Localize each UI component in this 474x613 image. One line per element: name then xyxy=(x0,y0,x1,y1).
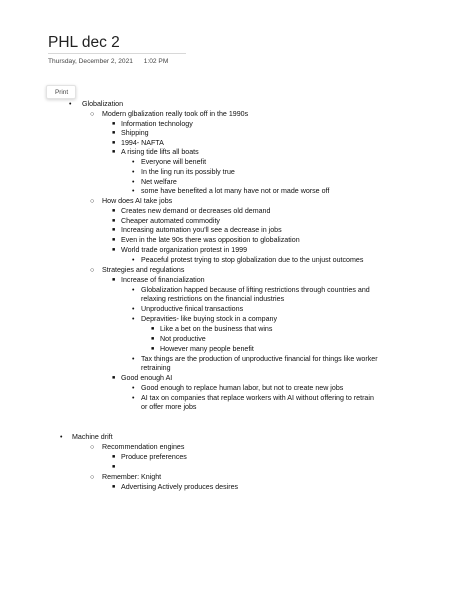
outline-item: Information technology xyxy=(121,120,193,128)
bullet-circle-icon: ○ xyxy=(90,444,95,451)
outline-item: World trade organization protest in 1999 xyxy=(121,246,248,254)
outline-item: Depravities- like buying stock in a company xyxy=(141,315,278,323)
outline-item: Advertising Actively produces desires xyxy=(121,483,239,491)
bullet-circle-icon: ○ xyxy=(90,198,95,205)
outline-item: Increase of financialization xyxy=(121,276,205,284)
bullet-disc-icon: • xyxy=(132,188,135,195)
page-timestamp xyxy=(48,58,168,65)
title-underline xyxy=(48,53,186,54)
outline-item: Tax things are the production of unproductive financial for things like worker xyxy=(141,355,378,363)
bullet-disc-icon: • xyxy=(132,257,135,264)
bullet-square-icon: ■ xyxy=(112,130,116,136)
bullet-square-icon: ■ xyxy=(112,464,116,470)
outline-item: Globalization xyxy=(82,100,124,108)
bullet-square-icon: ■ xyxy=(151,336,155,342)
page-time: 1:02 PM xyxy=(143,58,169,65)
outline-item: Creates new demand or decreases old demand xyxy=(121,207,271,215)
bullet-circle-icon: ○ xyxy=(90,267,95,274)
outline-item: Like a bet on the business that wins xyxy=(160,325,273,333)
outline-item: Even in the late 90s there was opposition to globalization xyxy=(121,236,300,244)
bullet-disc-icon: • xyxy=(132,287,135,294)
outline-item: Increasing automation you'll see a decrease in jobs xyxy=(121,226,282,234)
outline-item: Recommendation engines xyxy=(102,443,185,451)
outline-item-continuation: retraining xyxy=(141,364,171,372)
bullet-disc-icon: • xyxy=(132,356,135,363)
bullet-disc-icon: • xyxy=(132,316,135,323)
bullet-disc-icon: • xyxy=(60,434,63,441)
bullet-square-icon: ■ xyxy=(151,326,155,332)
bullet-square-icon: ■ xyxy=(112,218,116,224)
outline-item: Not productive xyxy=(160,335,206,343)
outline-item: AI tax on companies that replace workers with AI without offering to retrain xyxy=(141,394,374,402)
bullet-disc-icon: • xyxy=(132,169,135,176)
bullet-circle-icon: ○ xyxy=(90,111,95,118)
bullet-disc-icon: • xyxy=(132,306,135,313)
outline-item: Shipping xyxy=(121,129,149,137)
bullet-disc-icon: • xyxy=(132,385,135,392)
outline-item: In the ling run its possibly true xyxy=(141,168,235,176)
outline-item: Net welfare xyxy=(141,178,177,186)
print-button[interactable]: Print xyxy=(46,85,76,99)
bullet-square-icon: ■ xyxy=(112,454,116,460)
page-title: PHL dec 2 xyxy=(48,34,120,51)
outline-item: Globalization happed because of lifting restrictions through countries and xyxy=(141,286,370,294)
outline-item: Produce preferences xyxy=(121,453,187,461)
bullet-disc-icon: • xyxy=(69,101,72,108)
bullet-square-icon: ■ xyxy=(112,237,116,243)
bullet-square-icon: ■ xyxy=(112,208,116,214)
bullet-square-icon: ■ xyxy=(151,346,155,352)
bullet-disc-icon: • xyxy=(132,179,135,186)
outline-item: Modern glbalization really took off in the 1990s xyxy=(102,110,249,118)
bullet-square-icon: ■ xyxy=(112,277,116,283)
bullet-disc-icon: • xyxy=(132,159,135,166)
outline-item: Good enough AI xyxy=(121,374,173,382)
outline-item: some have benefited a lot many have not or made worse off xyxy=(141,187,330,195)
outline-item: However many people benefit xyxy=(160,345,254,353)
bullet-square-icon: ■ xyxy=(112,484,116,490)
outline-item: Machine drift xyxy=(72,433,113,441)
bullet-square-icon: ■ xyxy=(112,149,116,155)
outline-item: Good enough to replace human labor, but not to create new jobs xyxy=(141,384,344,392)
outline-item: A rising tide lifts all boats xyxy=(121,148,199,156)
outline-item: Remember: Knight xyxy=(102,473,162,481)
bullet-circle-icon: ○ xyxy=(90,474,95,481)
outline-item: Strategies and regulations xyxy=(102,266,185,274)
page-date: Thursday, December 2, 2021 xyxy=(48,58,133,65)
outline-item: Everyone will benefit xyxy=(141,158,207,166)
bullet-square-icon: ■ xyxy=(112,140,116,146)
outline-item: How does AI take jobs xyxy=(102,197,173,205)
outline-item: Peaceful protest trying to stop globalization due to the unjust outcomes xyxy=(141,256,364,264)
outline-item: Cheaper automated commodity xyxy=(121,217,220,225)
bullet-square-icon: ■ xyxy=(112,121,116,127)
outline-item-continuation: or offer more jobs xyxy=(141,403,197,411)
bullet-square-icon: ■ xyxy=(112,227,116,233)
outline-item-continuation: relaxing restrictions on the financial industries xyxy=(141,295,285,303)
bullet-square-icon: ■ xyxy=(112,375,116,381)
outline-item: Unproductive finical transactions xyxy=(141,305,244,313)
bullet-disc-icon: • xyxy=(132,395,135,402)
bullet-square-icon: ■ xyxy=(112,247,116,253)
outline-item: 1994- NAFTA xyxy=(121,139,164,147)
